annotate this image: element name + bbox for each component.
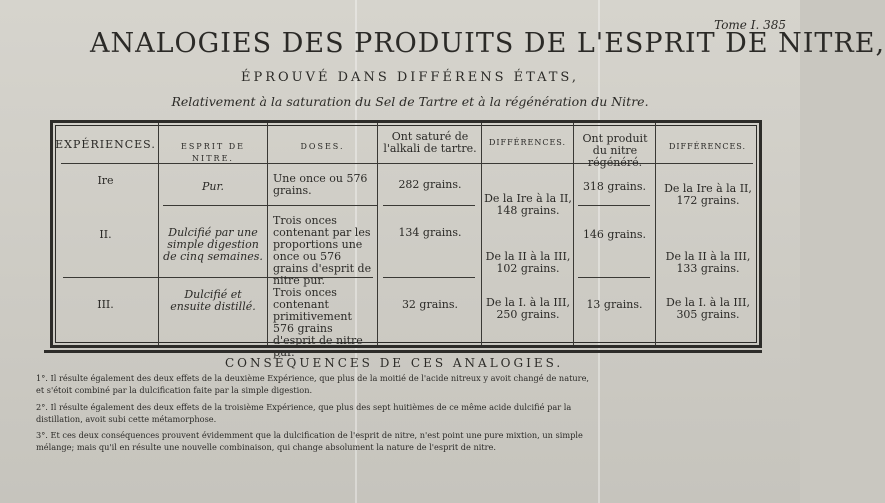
page-subtitle: ÉPROUVÉ DANS DIFFÉRENS ÉTATS, xyxy=(240,70,580,85)
row2-produit: 146 grains. xyxy=(582,228,647,241)
header-doses: DOSES. xyxy=(300,142,345,151)
header-sature: Ont saturé de l'alkali de tartre. xyxy=(383,130,477,155)
column-rule xyxy=(655,123,656,345)
header-esprit: ESPRIT DE NITRE. xyxy=(180,142,246,163)
consequence-line: mélange; mais qu'il en résulte une nouvelle combinaison, qui change absolument la nature de l'esprit de nitre. xyxy=(36,442,497,452)
consequence-line: 2°. Il résulte également des deux effets de la troisième Expérience, que plus des sept huitièmes de ce même acide dulcifié par la xyxy=(36,402,572,412)
header-experiences: EXPÉRIENCES. xyxy=(55,138,156,151)
difference-1-a: De la Ire à la II, 148 grains. xyxy=(484,192,572,217)
consequence-line: 3°. Et ces deux conséquences prouvent évidemment que la dulcification de l'esprit de nitre, n'est point une pure mixtion, un simple xyxy=(36,430,583,440)
consequences-title: CONSÉQUENCES DE CES ANALOGIES. xyxy=(225,356,564,370)
row1-doses: Une once ou 576 grains. xyxy=(273,172,368,197)
column-rule xyxy=(267,123,268,345)
row1-sature: 282 grains. xyxy=(398,178,462,191)
row-rule xyxy=(578,277,650,278)
header-differences-1: DIFFÉRENCES. xyxy=(488,138,567,147)
row-rule xyxy=(383,277,475,278)
difference-2-b: De la II à la III, 133 grains. xyxy=(665,250,751,275)
row2-esprit: Dulcifié par une simple digestion de cinq semaines. xyxy=(163,226,263,263)
row2-experience: II. xyxy=(99,228,112,241)
header-produit: Ont produit du nitre régénéré. xyxy=(582,132,648,169)
row-rule xyxy=(383,205,475,206)
consequence-line: et s'étoit combiné par la dulcification faite par la simple digestion. xyxy=(36,385,313,395)
row-rule xyxy=(578,205,650,206)
row2-sature: 134 grains. xyxy=(398,226,462,239)
row1-experience: Ire xyxy=(97,174,114,187)
consequence-line: 1°. Il résulte également des deux effets de la deuxième Expérience, que plus de la moitié de l'acide nitreux y avoit changé de nature, xyxy=(36,373,590,383)
tome-label: Tome I. 385 xyxy=(714,18,786,32)
difference-2-a: De la Ire à la II, 172 grains. xyxy=(664,182,752,207)
table-bottom-rule xyxy=(44,350,762,353)
difference-2-c: De la I. à la III, 305 grains. xyxy=(666,296,750,321)
column-rule xyxy=(481,123,482,345)
difference-1-b: De la II à la III, 102 grains. xyxy=(485,250,571,275)
row2-doses: Trois onces contenant par les proportions une once ou 576 grains d'esprit de nitre pur. xyxy=(273,214,372,287)
page-title: ANALOGIES DES PRODUITS DE L'ESPRIT DE NITRE, xyxy=(90,28,885,59)
consequence-line: distillation, avoit subi cette métamorphose. xyxy=(36,414,217,424)
row3-esprit: Dulcifié et ensuite distillé. xyxy=(170,288,256,313)
difference-1-c: De la I. à la III, 250 grains. xyxy=(486,296,570,321)
row3-produit: 13 grains. xyxy=(586,298,643,311)
row3-doses: Trois onces contenant primitivement 576 grains d'esprit de nitre xyxy=(273,286,363,347)
row1-produit: 318 grains. xyxy=(582,180,647,193)
page-relative-note: Relativement à la saturation du Sel de Tartre et à la régénération du Nitre. xyxy=(171,94,649,109)
row-rule xyxy=(163,205,377,206)
header-differences-2: DIFFÉRENCES. xyxy=(668,142,747,151)
row3-experience: III. xyxy=(97,298,114,311)
analogies-table xyxy=(50,120,762,348)
row1-esprit: Pur. xyxy=(201,180,225,193)
row3-sature: 32 grains. xyxy=(401,298,459,311)
column-rule xyxy=(377,123,378,345)
